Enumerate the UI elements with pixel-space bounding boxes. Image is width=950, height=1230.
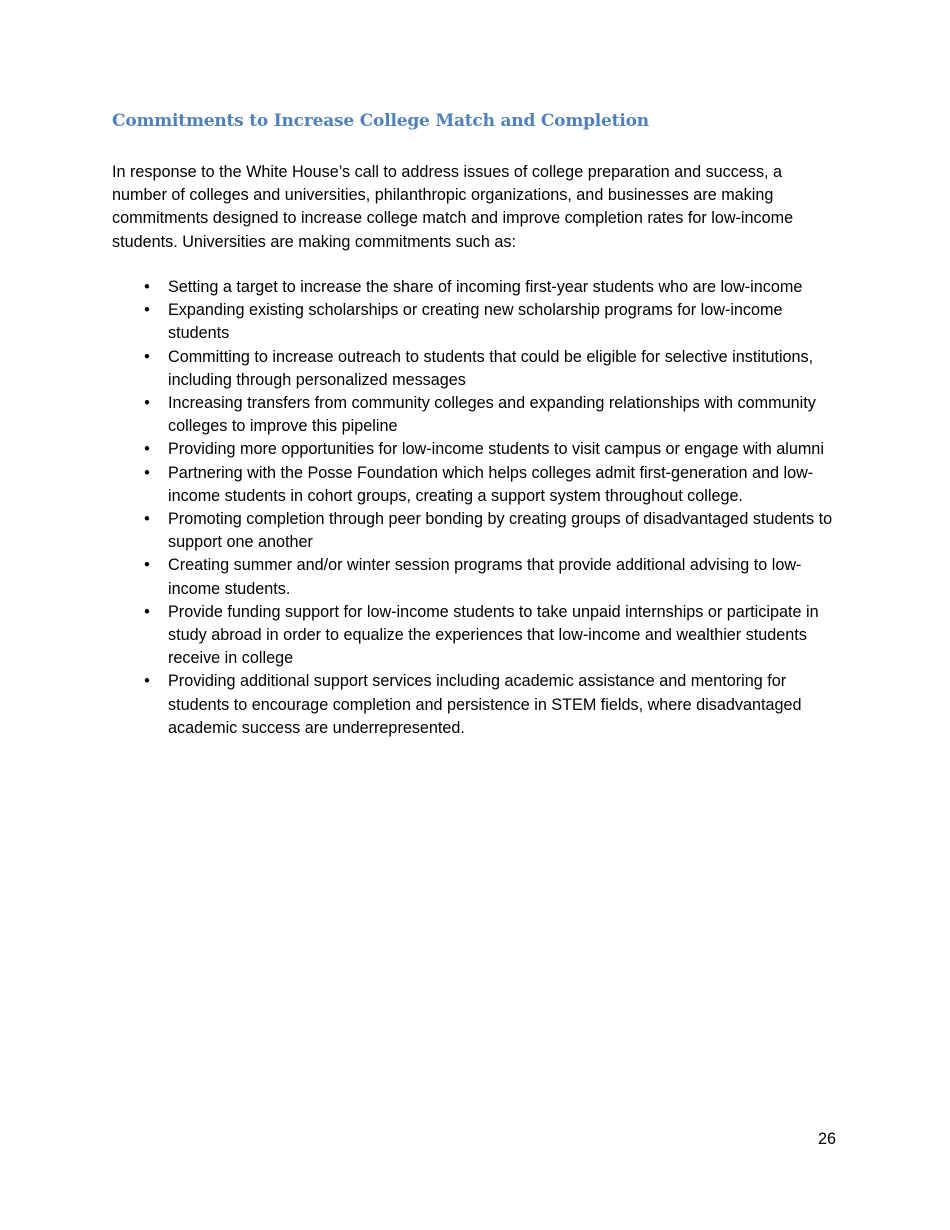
list-item — [112, 670, 842, 740]
list-item-text: Increasing transfers from community colleges and expanding relationships with community colleges to improve this pipeline — [168, 394, 816, 436]
list-item-text: Providing more opportunities for low-income students to visit campus or engage with alumni — [168, 440, 824, 459]
bullet-icon: • — [144, 394, 150, 413]
list-item-text: Partnering with the Posse Foundation which helps colleges admit first-generation and low-income students in cohort groups, creating a support system throughout college. — [168, 463, 814, 505]
list-item — [112, 392, 842, 438]
bullet-icon: • — [144, 440, 150, 459]
bullet-icon: • — [144, 672, 150, 691]
bullet-icon: • — [144, 602, 150, 621]
list-item — [112, 508, 842, 554]
list-item — [112, 299, 842, 345]
commitments-list — [112, 276, 842, 740]
bullet-icon: • — [144, 556, 150, 575]
list-item-text: Creating summer and/or winter session programs that provide additional advising to low-income students. — [168, 556, 802, 598]
page-number: 26 — [818, 1130, 837, 1148]
list-item — [112, 276, 842, 299]
bullet-icon: • — [144, 347, 150, 366]
list-item-text: Setting a target to increase the share of incoming first-year students who are low-income — [168, 278, 803, 296]
list-item-text: Promoting completion through peer bonding by creating groups of disadvantaged students to support one another — [168, 510, 833, 552]
list-item-text: Providing additional support services including academic assistance and mentoring for students to encourage completion and persistence in STEM fields, where disadvantaged academic success are underrepresented. — [168, 672, 802, 737]
list-item-text: Provide funding support for low-income students to take unpaid internships or participate in study abroad in order to equalize the experiences that low-income and wealthier students receive in college — [168, 602, 819, 668]
bullet-icon: • — [144, 510, 150, 529]
list-item — [112, 601, 842, 671]
list-item-text: Expanding existing scholarships or creating new scholarship programs for low-income students — [168, 301, 783, 343]
list-item — [112, 438, 842, 461]
list-item — [112, 462, 842, 508]
section-heading: Commitments to Increase College Match and Completion — [112, 111, 649, 131]
bullet-icon: • — [144, 463, 150, 482]
bullet-icon: • — [144, 301, 150, 320]
list-item — [112, 346, 842, 392]
intro-paragraph: In response to the White House’s call to address issues of college preparation and success, a number of colleges and universities, philanthropic organizations, and businesses are making commitments designed to increase college match and improve completion rates for low-income students. Universities are making commitments such as: — [112, 163, 794, 251]
list-item-text: Committing to increase outreach to students that could be eligible for selective institutions, including through personalized messages — [168, 347, 814, 389]
list-item — [112, 554, 842, 600]
bullet-icon: • — [144, 278, 150, 296]
